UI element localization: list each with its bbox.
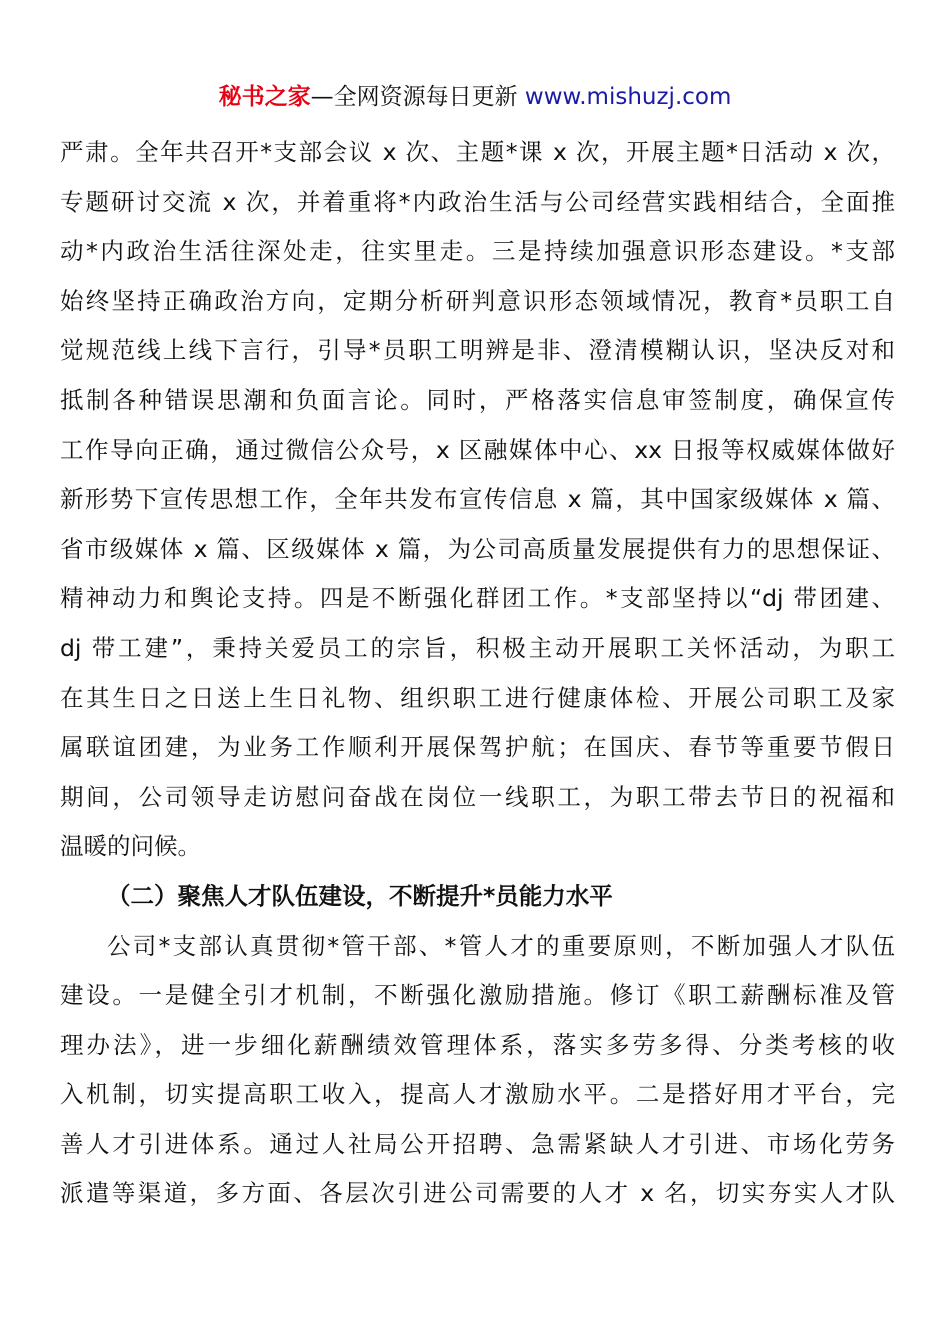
paragraph-line: 理办法》，进一步细化薪酬绩效管理体系，落实多劳多得、分类考核的收 — [60, 1030, 895, 1059]
header-brand: 秘书之家 — [218, 84, 311, 110]
paragraph-line: 工作导向正确，通过微信公众号，x 区融媒体中心、xx 日报等权威媒体做好 — [60, 435, 895, 464]
document-body — [60, 128, 895, 1219]
paragraph-line: 严肃。全年共召开*支部会议 x 次、主题*课 x 次，开展主题*日活动 x 次， — [60, 138, 895, 166]
paragraph-line: 动*内政治生活往深处走，往实里走。三是持续加强意识形态建设。*支部 — [60, 237, 895, 266]
paragraph-line: 期间，公司领导走访慰问奋战在岗位一线职工，为职工带去节日的祝福和 — [60, 782, 895, 811]
paragraph-line: 精神动力和舆论支持。四是不断强化群团工作。*支部坚持以“dj 带团建、 — [60, 584, 895, 613]
paragraph-line: 省市级媒体 x 篇、区级媒体 x 篇，为公司高质量发展提供有力的思想保证、 — [60, 534, 895, 563]
paragraph-line: 新形势下宣传思想工作，全年共发布宣传信息 x 篇，其中国家级媒体 x 篇、 — [60, 485, 895, 514]
paragraph-line: 温暖的问候。 — [60, 832, 201, 861]
page-header — [0, 80, 950, 114]
section-heading: （二）聚焦人才队伍建设，不断提升*员能力水平 — [107, 881, 613, 910]
paragraph-line: 在其生日之日送上生日礼物、组织职工进行健康体检、开展公司职工及家 — [60, 683, 895, 712]
paragraph-line: 建设。一是健全引才机制，不断强化激励措施。修订《职工薪酬标准及管 — [60, 981, 895, 1010]
paragraph-line: 公司*支部认真贯彻*管干部、*管人才的重要原则，不断加强人才队伍 — [107, 931, 895, 960]
paragraph-line: 派遣等渠道，多方面、各层次引进公司需要的人才 x 名，切实夯实人才队 — [60, 1179, 895, 1208]
paragraph-line: 觉规范线上线下言行，引导*员职工明辨是非、澄清模糊认识，坚决反对和 — [60, 336, 895, 365]
header-url-link[interactable]: www.mishuzj.com — [524, 84, 732, 110]
paragraph-line: 抵制各种错误思潮和负面言论。同时，严格落实信息审签制度，确保宣传 — [60, 385, 895, 414]
paragraph-line: 属联谊团建，为业务工作顺利开展保驾护航；在国庆、春节等重要节假日 — [60, 733, 895, 762]
header-tagline: —全网资源每日更新 — [310, 84, 525, 110]
paragraph-line: dj 带工建”，秉持关爱员工的宗旨，积极主动开展职工关怀活动，为职工 — [60, 633, 895, 662]
paragraph-line: 善人才引进体系。通过人社局公开招聘、急需紧缺人才引进、市场化劳务 — [60, 1129, 895, 1158]
paragraph-line: 始终坚持正确政治方向，定期分析研判意识形态领域情况，教育*员职工自 — [60, 286, 895, 315]
paragraph-line: 专题研讨交流 x 次，并着重将*内政治生活与公司经营实践相结合，全面推 — [60, 187, 895, 216]
paragraph-line: 入机制，切实提高职工收入，提高人才激励水平。二是搭好用才平台，完 — [60, 1080, 895, 1109]
